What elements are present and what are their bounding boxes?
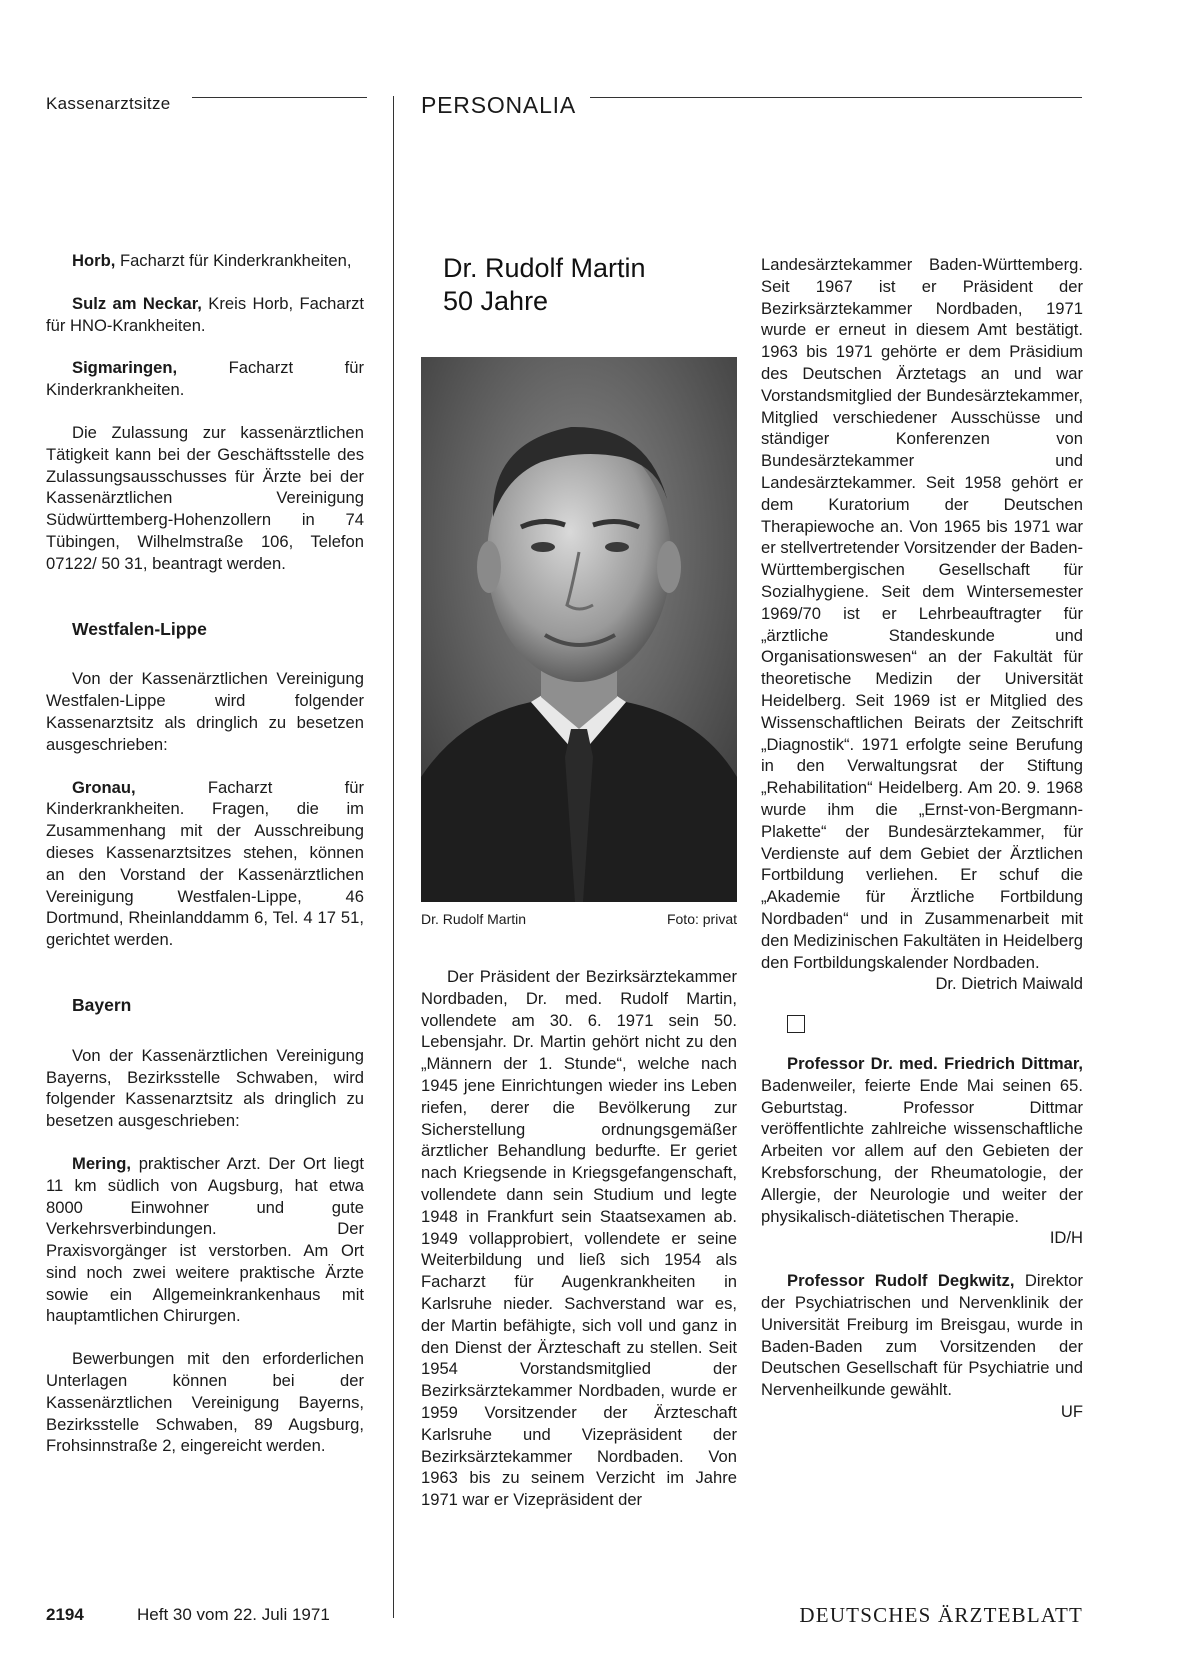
entry-text: Kreis Horb, Facharzt für HNO-Krankheiten. bbox=[46, 293, 365, 335]
header-rule-right bbox=[590, 97, 1082, 98]
column-divider bbox=[393, 96, 394, 1618]
photo-caption: Dr. Rudolf Martin bbox=[421, 911, 527, 927]
entry-text: praktischer Arzt. Der Ort liegt 11 km südlich von Augsburg, hat etwa 8000 Einwohner und gute Verkehrsverbindungen. Der Praxisvorgänger ist verstorben. Am Ort sind noch zwei weitere praktische Ärzte sowie ein Allgemeinkrankenhaus mit hauptamtlichen Chirurgen. bbox=[46, 1153, 364, 1326]
entry-text: Facharzt für Kinderkrankheiten, bbox=[115, 251, 352, 270]
title-line: Dr. Rudolf Martin bbox=[443, 253, 646, 283]
separator-box bbox=[787, 1015, 805, 1033]
entry-sigmaringen bbox=[46, 357, 364, 401]
entry-mering bbox=[46, 1153, 364, 1327]
place-name: Horb, bbox=[72, 251, 116, 270]
entry-text: Facharzt für Kinderkrankheiten. Fragen, die im Zusammenhang mit der Ausschreibung dieses Kassenarztsitzes stehen, können an den Vorstand der Kassenärztlichen Vereinigung Westfalen-Lippe, 46 Dortmund, Rheinlanddamm 6, Tel. 4 17 51, gerichtet werden. bbox=[46, 777, 364, 950]
right-column bbox=[761, 254, 1083, 1423]
notice-signature: ID/H bbox=[1049, 1228, 1083, 1248]
article-title bbox=[443, 252, 743, 318]
left-column bbox=[46, 250, 364, 1457]
person-name: Professor Dr. med. Friedrich Dittmar, bbox=[787, 1054, 1083, 1074]
application-note: Die Zulassung zur kassenärztlichen Tätigkeit kann bei der Geschäftsstelle des Zulassungsausschusses für Ärzte bei der Kassenärztlichen Vereinigung Südwürttemberg-Hohenzollern in 74 Tübingen, Wilhelmstraße 106, Telefon 07122/ 50 31, beantragt werden. bbox=[46, 422, 364, 573]
portrait-photo bbox=[421, 357, 737, 902]
article-body-middle bbox=[421, 966, 737, 1511]
journal-title: DEUTSCHES ÄRZTEBLATT bbox=[799, 1603, 1083, 1627]
title-line: 50 Jahre bbox=[443, 286, 549, 316]
notice-text: Direktor der Psychiatrischen und Nervenklinik der Universität Freiburg im Breisgau, wurde in Baden-Baden zum Vorsitzenden der Deutschen Gesellschaft für Psychiatrie und Nervenheilkunde gewählt. bbox=[761, 1271, 1083, 1400]
notice-text: Badenweiler, feierte Ende Mai seinen 65. Geburtstag. Professor Dittmar veröffentlichte zahlreiche wissenschaftliche Arbeiten vor allem auf den Gebieten der Krebsforschung, der Rheumatologie, der Allergie, der Neurologie und weiter der physikalisch-diätetischen Therapie. bbox=[761, 1075, 1083, 1226]
heading-bayern: Bayern bbox=[72, 994, 132, 1015]
notice-signature: UF bbox=[1060, 1402, 1083, 1422]
photo-credit: Foto: privat bbox=[666, 911, 737, 927]
place-name: Mering, bbox=[72, 1153, 132, 1173]
entry-sulz bbox=[46, 293, 364, 337]
issue-info: Heft 30 vom 22. Juli 1971 bbox=[137, 1605, 330, 1624]
portrait-illustration bbox=[421, 357, 737, 902]
bayern-intro: Von der Kassenärztlichen Vereinigung Bayerns, Bezirksstelle Schwaben, wird folgender Kassenarztsitz als dringlich zu besetzen ausgeschrieben: bbox=[46, 1045, 364, 1131]
bewerbungen-note: Bewerbungen mit den erforderlichen Unterlagen können bei der Kassenärztlichen Vereinigung Bayerns, Bezirksstelle Schwaben, 89 Augsburg, Frohsinnstraße 2, eingereicht werden. bbox=[46, 1349, 364, 1456]
section-label-kassenarztsitze: Kassenarztsitze bbox=[46, 94, 171, 113]
header-rule-left bbox=[192, 97, 367, 98]
entry-horb bbox=[46, 250, 364, 272]
place-name: Sulz am Neckar, bbox=[72, 293, 202, 313]
place-name: Gronau, bbox=[72, 777, 136, 797]
person-name: Professor Rudolf Degkwitz, bbox=[787, 1271, 1015, 1291]
article-paragraph-continued: Landesärztekammer Baden-Württemberg. Seit 1967 ist er Präsident der Bezirksärztekammer Nordbaden, 1971 wurde er erneut in diesem Amt bestätigt. 1963 bis 1971 gehörte er dem Präsidium des Deutschen Ärztetags an und war Vorstandsmitglied der Bundesärztekammer, Mitglied verschiedener Ausschüsse und ständiger Konferenzen von Bundesärztekammer und Landesärztekammer. Seit 1958 gehört er dem Kuratorium der Deutschen Therapiewoche an. Von 1965 bis 1971 war er stellvertretender Vorsitzender der Baden-Württembergischen Gesellschaft für Sozialhygiene. Seit dem Wintersemester 1969/70 ist er Lehrbeauftragter für „ärztliche Standeskunde und Organisationswesen“ an der Fakultät für theoretische Medizin der Universität Heidelberg. Seit 1969 ist er Mitglied des Wissenschaftlichen Beirats der Zeitschrift „Diagnostik“. 1971 erfolgte seine Berufung in den Verwaltungsrat der Stiftung „Rehabilitation“ Heidelberg. Am 20. 9. 1968 wurde ihm die „Ernst-von-Bergmann-Plakette“ der Bundesärztekammer, für Verdienste auf dem Gebiet der Ärztlichen Fortbildung verliehen. Er schuf die „Akademie für Ärztliche Fortbildung Nordbaden“ und in Zusammenarbeit mit den Medizinischen Fakultäten in Heidelberg den Fortbildungskalender Nordbaden. bbox=[761, 255, 1083, 972]
notice-dittmar bbox=[761, 1053, 1083, 1227]
heading-westfalen-lippe: Westfalen-Lippe bbox=[72, 618, 207, 639]
entry-gronau bbox=[46, 777, 364, 951]
westfalen-intro: Von der Kassenärztlichen Vereinigung Westfalen-Lippe wird folgender Kassenarztsitz als dringlich zu besetzen ausgeschrieben: bbox=[46, 669, 364, 754]
section-label-personalia: PERSONALIA bbox=[421, 92, 576, 118]
author-signature: Dr. Dietrich Maiwald bbox=[935, 974, 1083, 994]
article-paragraph: Der Präsident der Bezirksärztekammer Nordbaden, Dr. med. Rudolf Martin, vollendete am 30. 6. 1971 sein 50. Lebensjahr. Dr. Martin gehört nicht zu den „Männern der 1. Stunde“, welche nach 1945 jene Einrichtungen wieder ins Leben riefen, derer die Bevölkerung zur Sicherstellung ordnungsgemäßer ärztlicher Behandlung bedurfte. Er geriet nach Kriegsende in Kriegsgefangenschaft, vollendete dann sein Studium und legte 1948 in Frankfurt sein Staatsexamen ab. 1949 vollapprobiert, vollendete er seine Weiterbildung und ließ sich 1954 als Facharzt für Augenkrankheiten in Karlsruhe nieder. Sachverstand war es, der Martin befähigte, sich voll und ganz in den Dienst der Ärzteschaft zu stellen. Seit 1954 Vorstandsmitglied der Bezirksärztekammer Nordbaden, wurde er 1959 Vorsitzender der Ärzteschaft Karlsruhe und Vizepräsident der Bezirksärztekammer Nordbaden. Von 1963 bis zu seinem Verzicht im Jahre 1971 war er Vizepräsident der bbox=[421, 967, 737, 1510]
entry-text: Facharzt für Kinderkrankheiten. bbox=[46, 358, 364, 400]
place-name: Sigmaringen, bbox=[72, 358, 178, 378]
page-number: 2194 bbox=[46, 1605, 84, 1624]
notice-degkwitz bbox=[761, 1270, 1083, 1401]
